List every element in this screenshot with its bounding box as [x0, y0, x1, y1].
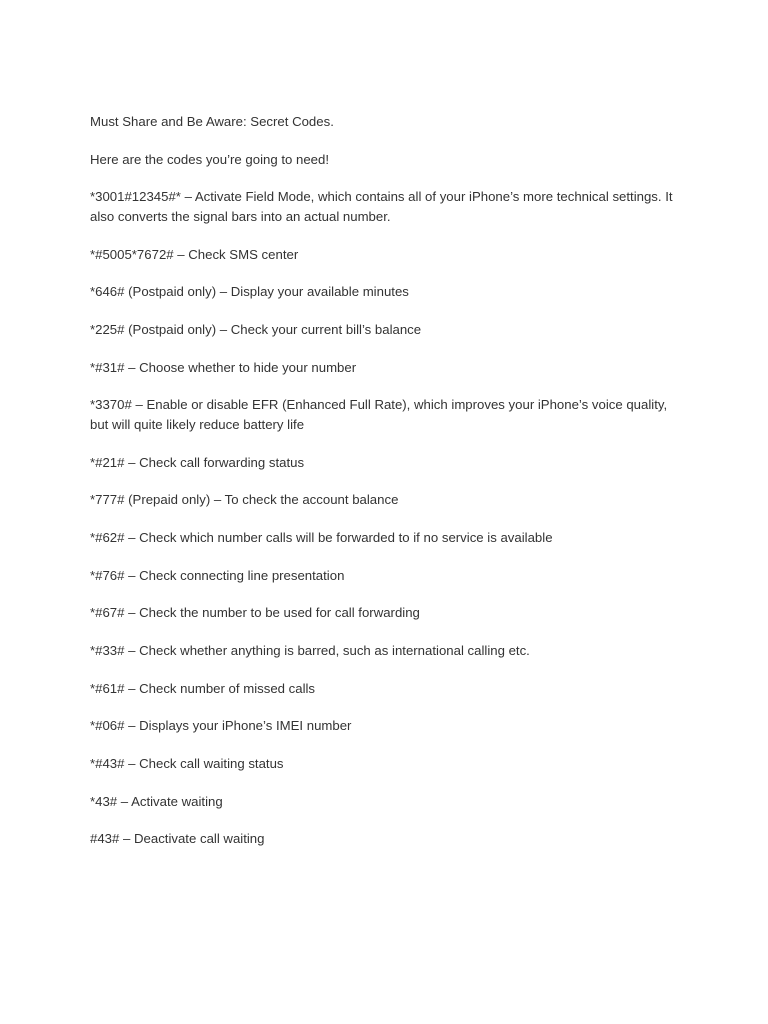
code-item: *#21# – Check call forwarding status	[90, 454, 305, 470]
code-item: *#61# – Check number of missed calls	[90, 680, 316, 696]
code-item: *#33# – Check whether anything is barred, such as international calling etc.	[90, 642, 530, 658]
document-page	[90, 112, 680, 867]
code-item: *#5005*7672# – Check SMS center	[90, 246, 299, 262]
code-item: *#06# – Displays your iPhone’s IMEI number	[90, 718, 352, 734]
document-intro: Here are the codes you’re going to need!	[90, 151, 329, 167]
code-item: #43# – Deactivate call waiting	[90, 831, 265, 847]
code-item: *#67# – Check the number to be used for call forwarding	[90, 605, 420, 621]
code-item: *777# (Prepaid only) – To check the account balance	[90, 492, 399, 508]
code-item: *#43# – Check call waiting status	[90, 756, 284, 771]
code-item: *3001#12345#* – Activate Field Mode, which contains all of your iPhone’s more technical settings. It also converts the signal bars into an actual number.	[90, 189, 673, 224]
code-item: *#31# – Choose whether to hide your number	[90, 359, 357, 375]
code-item: *#76# – Check connecting line presentation	[90, 567, 345, 583]
code-item: *43# – Activate waiting	[90, 793, 223, 809]
document-title: Must Share and Be Aware: Secret Codes.	[90, 114, 334, 129]
code-item: *3370# – Enable or disable EFR (Enhanced Full Rate), which improves your iPhone’s voice quality, but will quite likely reduce battery life	[90, 397, 668, 432]
code-item: *225# (Postpaid only) – Check your current bill’s balance	[90, 321, 422, 337]
code-item: *#62# – Check which number calls will be forwarded to if no service is available	[90, 529, 553, 545]
code-item: *646# (Postpaid only) – Display your available minutes	[90, 284, 409, 300]
